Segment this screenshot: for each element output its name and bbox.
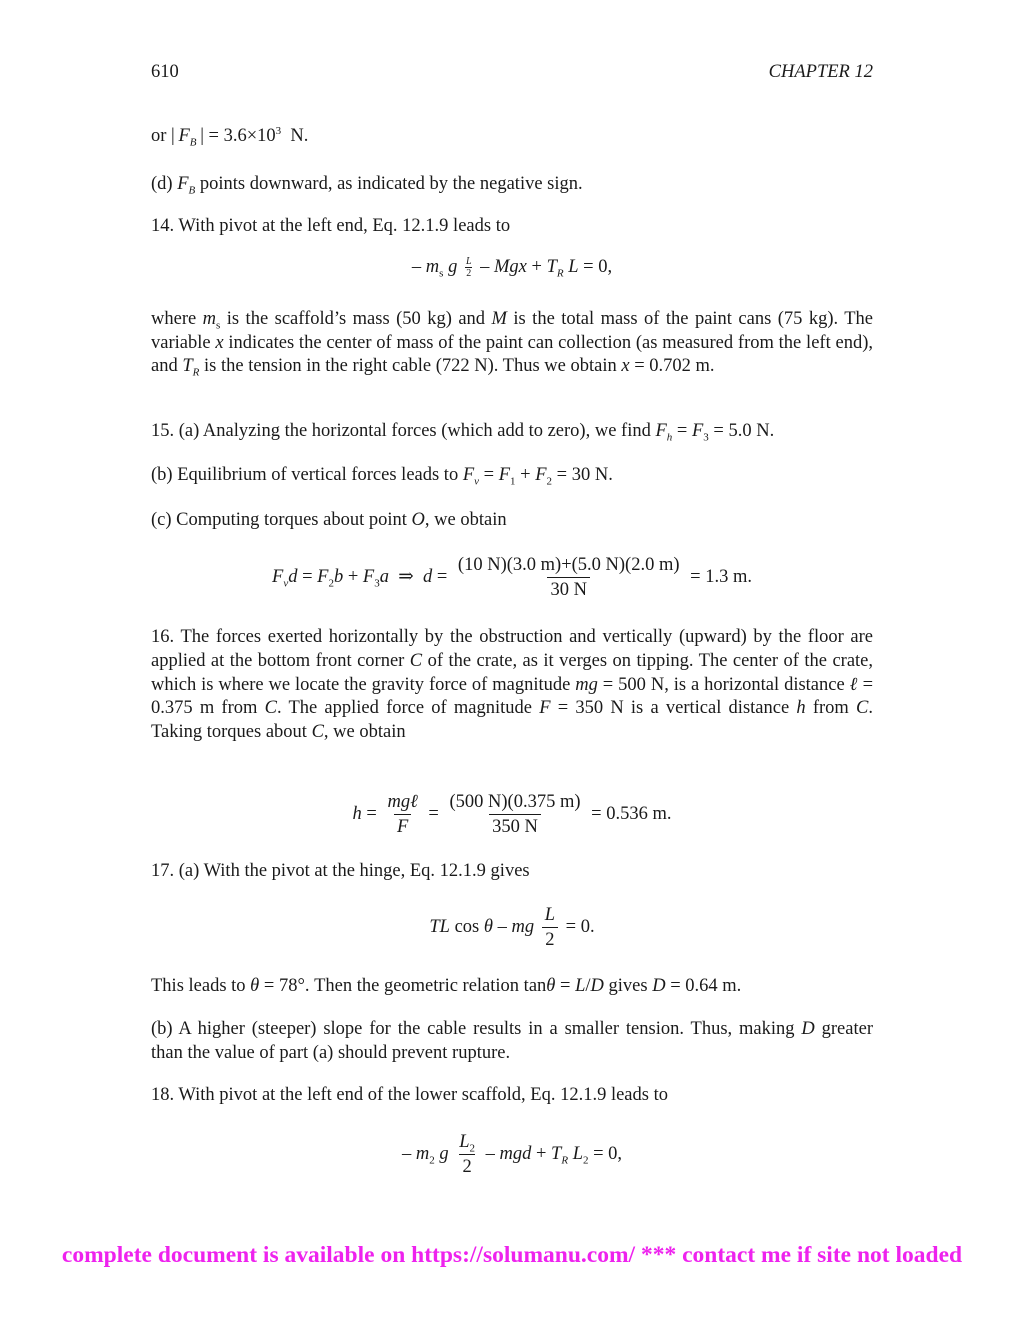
chapter-heading: CHAPTER 12 <box>768 62 873 82</box>
problem-16: 16. The forces exerted horizontally by the obstruction and vertically (upward) by the floor are applied at the bottom front corner C of the crate, as it verges on tipping. The center of the crate, which is where we locate the gravity force of magnitude mg = 500 N, is a horizontal distance ℓ = 0.375 m from C. The applied force of magnitude F = 350 N is a vertical distance h from C. Taking torques about C, we obtain <box>151 627 874 743</box>
problem-17-result: This leads to θ = 78°. Then the geometric relation tanθ = L/D gives D = 0.64 m. <box>151 976 742 996</box>
equation-17: TL cos θ – mg $\frac{L}{2}$ = 0. <box>429 905 595 950</box>
problem-15b: (b) Equilibrium of vertical forces leads to $F_v = F_1 + F_2 = 30$ N. <box>151 465 613 488</box>
footer-notice: complete document is available on https://solumanu.com/ *** contact me if site not loaded <box>61 1242 963 1268</box>
equation-14: – $m_s$ g $\frac{L}{2}$ – Mgx + $T_R$ L = 0, <box>411 256 613 280</box>
problem-17b: (b) A higher (steeper) slope for the cable results in a smaller tension. Thus, making D greater than the value of part (a) should prevent rupture. <box>151 1019 873 1063</box>
page-number: 610 <box>151 62 179 82</box>
equation-16: h = $\frac{\text{mgℓ}}{F}$ = $\frac{(500 N)(0.375 m)}{350 N}$ = 0.536 m. <box>352 792 672 837</box>
problem-18-intro: 18. With pivot at the left end of the lower scaffold, Eq. 12.1.9 leads to <box>151 1085 668 1105</box>
problem-15c: (c) Computing torques about point O, we obtain <box>151 510 507 530</box>
problem-14-intro: 14. With pivot at the left end, Eq. 12.1.9 leads to <box>151 216 511 236</box>
equation-15: $F_vd = F_2b + F_3a$ ⇒ d = $\frac{(10 N)(3.0 m)+(5.0 N)(2.0 m)}{30 N}$ = 1.3 m. <box>272 555 752 600</box>
part-13d: (d) $F_B$ points downward, as indicated by the negative sign. <box>151 174 583 197</box>
problem-15a: 15. (a) Analyzing the horizontal forces (which add to zero), we find $F_h = F_3 = 5.0$ N. <box>151 421 775 444</box>
equation-18: – $m_2$ g $\frac{L_2}{2}$ – mgd + $T_R$ $L_2 = 0$, <box>401 1132 623 1177</box>
fb-result: or | $F_B$ | = $3.6\times 10^3$ N. <box>151 124 309 149</box>
problem-17a: 17. (a) With the pivot at the hinge, Eq. 12.1.9 gives <box>151 861 530 881</box>
problem-14-body: where $m_s$ is the scaffold’s mass (50 kg) and M is the total mass of the paint cans (75 kg). The variable x indicates the center of mass of the paint can collection (as measured from the left end), and $T_R$ is the tension in the right cable (722 N). Thus we obtain x = 0.702 m. <box>151 309 874 379</box>
